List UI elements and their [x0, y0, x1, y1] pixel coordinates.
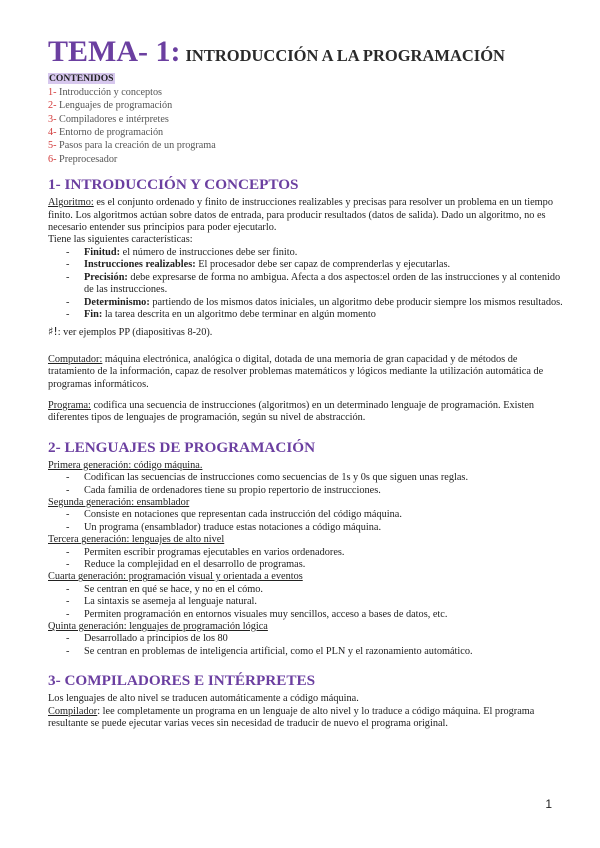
- computador-term: Computador:: [48, 353, 103, 365]
- contents-item: 5- Pasos para la creación de un programa: [48, 140, 216, 152]
- algoritmo-term: Algoritmo:: [48, 197, 94, 209]
- page-number: 1: [545, 797, 552, 811]
- list-item: - Codifican las secuencias de instrucciones como secuencias de 1s y 0s que siguen unas reglas.: [66, 472, 564, 484]
- contents-list: [48, 86, 564, 166]
- list-item: - Cada familia de ordenadores tiene su propio repertorio de instrucciones.: [66, 485, 564, 497]
- list-item: - Fin: la tarea descrita en un algoritmo debe terminar en algún momento: [66, 309, 564, 321]
- generation-title: Segunda generación: ensamblador: [48, 496, 190, 508]
- contents-block: [48, 73, 564, 166]
- generation-title: Tercera generación: lenguajes de alto nivel: [48, 534, 225, 546]
- section-3-heading: 3- COMPILADORES E INTÉRPRETES: [48, 672, 316, 690]
- title-topic-name: INTRODUCCIÓN A LA PROGRAMACIÓN: [185, 46, 505, 65]
- list-item: - Se centran en problemas de inteligencia artificial, como el PLN y el razonamiento automático.: [66, 646, 564, 658]
- contents-label: CONTENIDOS: [49, 73, 114, 85]
- list-item: - La sintaxis se asemeja al lenguaje natural.: [66, 596, 564, 608]
- list-item: - Desarrollado a principios de los 80: [66, 633, 564, 645]
- section-1-heading: 1- INTRODUCCIÓN Y CONCEPTOS: [48, 176, 299, 194]
- section-3-intro: Los lenguajes de alto nivel se traducen automáticamente a código máquina.: [48, 693, 359, 705]
- list-item: - Precisión: debe expresarse de forma no ambigua. Afecta a dos aspectos:el orden de las instrucciones y al contenido de las instrucciones.: [66, 272, 564, 297]
- compilador-term: Compilador: [48, 705, 98, 717]
- algoritmo-definition: Algoritmo: es el conjunto ordenado y finito de instrucciones realizables y precisas para resolver un problema en un tiempo finito. Los algoritmos actúan sobre datos de entrada, para producir resultados (datos de salida). Dado un algoritmo, no es necesario entender sus principios para poder ejecutarlo.: [48, 197, 553, 234]
- characteristics-list: [48, 247, 564, 321]
- contents-item: 1- Introducción y conceptos: [48, 86, 163, 98]
- list-item: - Un programa (ensamblador) traduce estas notaciones a código máquina.: [66, 522, 564, 534]
- contents-item: 4- Entorno de programación: [48, 127, 164, 139]
- list-item: - Determinismo: partiendo de los mismos datos iniciales, un algoritmo debe producir siempre los mismos resultados.: [66, 297, 564, 309]
- programa-definition: Programa: codifica una secuencia de instrucciones (algoritmos) en un determinado lenguaje de programación. Existen diferentes tipos de lenguajes de programación, según su nivel de abstracción.: [48, 399, 535, 424]
- computador-definition: Computador: máquina electrónica, analógica o digital, dotada de una memoria de gran capacidad y de métodos de tratamiento de la información, capaz de resolver problemas matemáticos y lógicos mediante la utilización automática de programas informáticos.: [48, 353, 544, 390]
- document-page: [48, 35, 564, 730]
- contents-item: 3- Compiladores e intérpretes: [48, 113, 169, 125]
- list-item: - Consiste en notaciones que representan cada instrucción del código máquina.: [66, 509, 564, 521]
- list-item: - Permiten escribir programas ejecutables en varios ordenadores.: [66, 547, 564, 559]
- contents-item: 6- Preprocesador: [48, 153, 118, 165]
- generation-title: Cuarta generación: programación visual y orientada a eventos: [48, 571, 303, 583]
- characteristics-intro: Tiene las siguientes características:: [48, 234, 193, 246]
- compilador-definition: Compilador: lee completamente un programa en un lenguaje de alto nivel y lo traduce a código máquina. El programa resultante se puede ejecutar varias veces sin necesidad de traducir de nuevo el programa original.: [48, 705, 535, 730]
- examples-note: ♯!: ver ejemplos PP (diapositivas 8-20).: [48, 325, 213, 339]
- list-item: - Se centran en qué se hace, y no en el cómo.: [66, 584, 564, 596]
- list-item: - Instrucciones realizables: El procesador debe ser capaz de comprenderlas y ejecutarlas.: [66, 259, 564, 271]
- page-title: [48, 35, 564, 68]
- generation-title: Quinta generación: lenguajes de programación lógica: [48, 621, 268, 633]
- note-icon: ♯!: [48, 325, 58, 339]
- list-item: - Permiten programación en entornos visuales muy sencillos, acceso a bases de datos, etc.: [66, 609, 564, 621]
- generation-title: Primera generación: código máquina.: [48, 459, 203, 471]
- programa-term: Programa:: [48, 399, 91, 411]
- title-topic-number: TEMA- 1:: [48, 35, 181, 68]
- list-item: - Reduce la complejidad en el desarrollo de programas.: [66, 559, 564, 571]
- generations-list: [48, 460, 564, 659]
- contents-item: 2- Lenguajes de programación: [48, 100, 173, 112]
- section-2-heading: 2- LENGUAJES DE PROGRAMACIÓN: [48, 438, 316, 456]
- list-item: - Finitud: el número de instrucciones debe ser finito.: [66, 247, 564, 259]
